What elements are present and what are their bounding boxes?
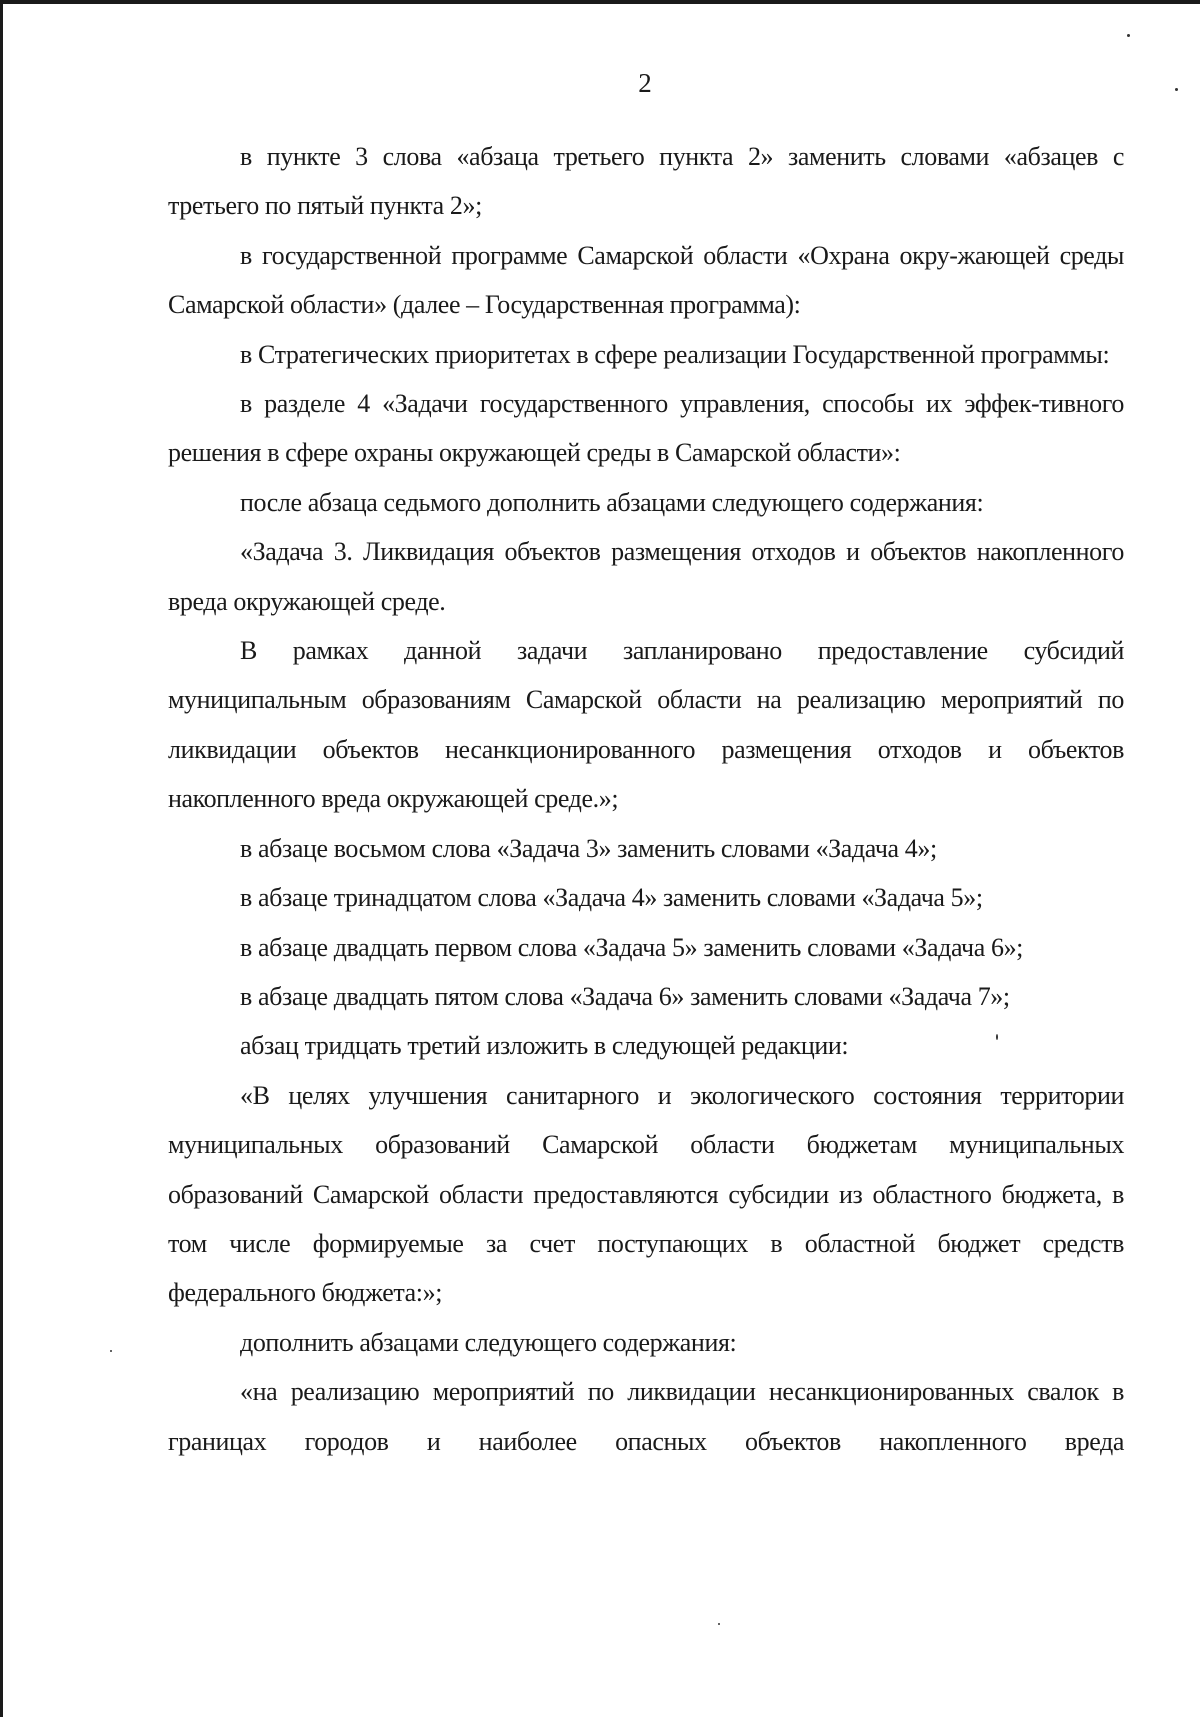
scan-border-left xyxy=(0,0,3,1717)
scan-border-top xyxy=(0,0,1200,4)
paragraph-7: В рамках данной задачи запланировано предоставление субсидий муниципальным образованиям Самарской области на реализацию мероприятий по ликвидации объектов несанкционированного размещения отходов и объектов накопленного вреда окружающей среде.»; xyxy=(168,636,1124,814)
paragraph-14: дополнить абзацами следующего содержания: xyxy=(240,1327,737,1357)
paragraph-2: в государственной программе Самарской области «Охрана окру-жающей среды Самарской области» (далее – Государственная программа): xyxy=(168,240,1124,320)
scan-speck xyxy=(1175,88,1178,91)
paragraph-1: в пункте 3 слова «абзаца третьего пункта 2» заменить словами «абзацев с третьего по пятый пункта 2»; xyxy=(168,142,1124,221)
paragraph-3: в Стратегических приоритетах в сфере реализации Государственной программы: xyxy=(240,339,1110,369)
paragraph-11: в абзаце двадцать пятом слова «Задача 6» заменить словами «Задача 7»; xyxy=(240,981,1010,1011)
paragraph-13: «В целях улучшения санитарного и экологического состояния территории муниципальных образований Самарской области бюджетам муниципальных образований Самарской области предоставляются субсидии из областного бюджета, в том числе формируемые за счет поступающих в областной бюджет средств федерального бюджета:»; xyxy=(168,1080,1124,1308)
paragraph-12: абзац тридцать третий изложить в следующей редакции: xyxy=(240,1031,849,1061)
paragraph-6: «Задача 3. Ликвидация объектов размещения отходов и объектов накопленного вреда окружающей среде. xyxy=(168,537,1124,616)
paragraph-9: в абзаце тринадцатом слова «Задача 4» заменить словами «Задача 5»; xyxy=(240,883,983,913)
page-number: 2 xyxy=(638,68,652,98)
scan-speck xyxy=(110,1350,112,1352)
scan-speck xyxy=(1127,34,1130,37)
paragraph-10: в абзаце двадцать первом слова «Задача 5» заменить словами «Задача 6»; xyxy=(240,932,1023,962)
paragraph-8: в абзаце восьмом слова «Задача 3» заменить словами «Задача 4»; xyxy=(240,833,937,863)
paragraph-5: после абзаца седьмого дополнить абзацами следующего содержания: xyxy=(240,487,984,517)
scan-speck xyxy=(718,1623,720,1625)
document-body xyxy=(168,132,1124,1466)
scan-speck xyxy=(996,1034,998,1040)
paragraph-4: в разделе 4 «Задачи государственного управления, способы их эффек-тивного решения в сфере охраны окружающей среды в Самарской области»: xyxy=(168,389,1124,468)
paragraph-15: «на реализацию мероприятий по ликвидации несанкционированных свалок в границах городов и наиболее опасных объектов накопленного вреда xyxy=(168,1377,1124,1456)
